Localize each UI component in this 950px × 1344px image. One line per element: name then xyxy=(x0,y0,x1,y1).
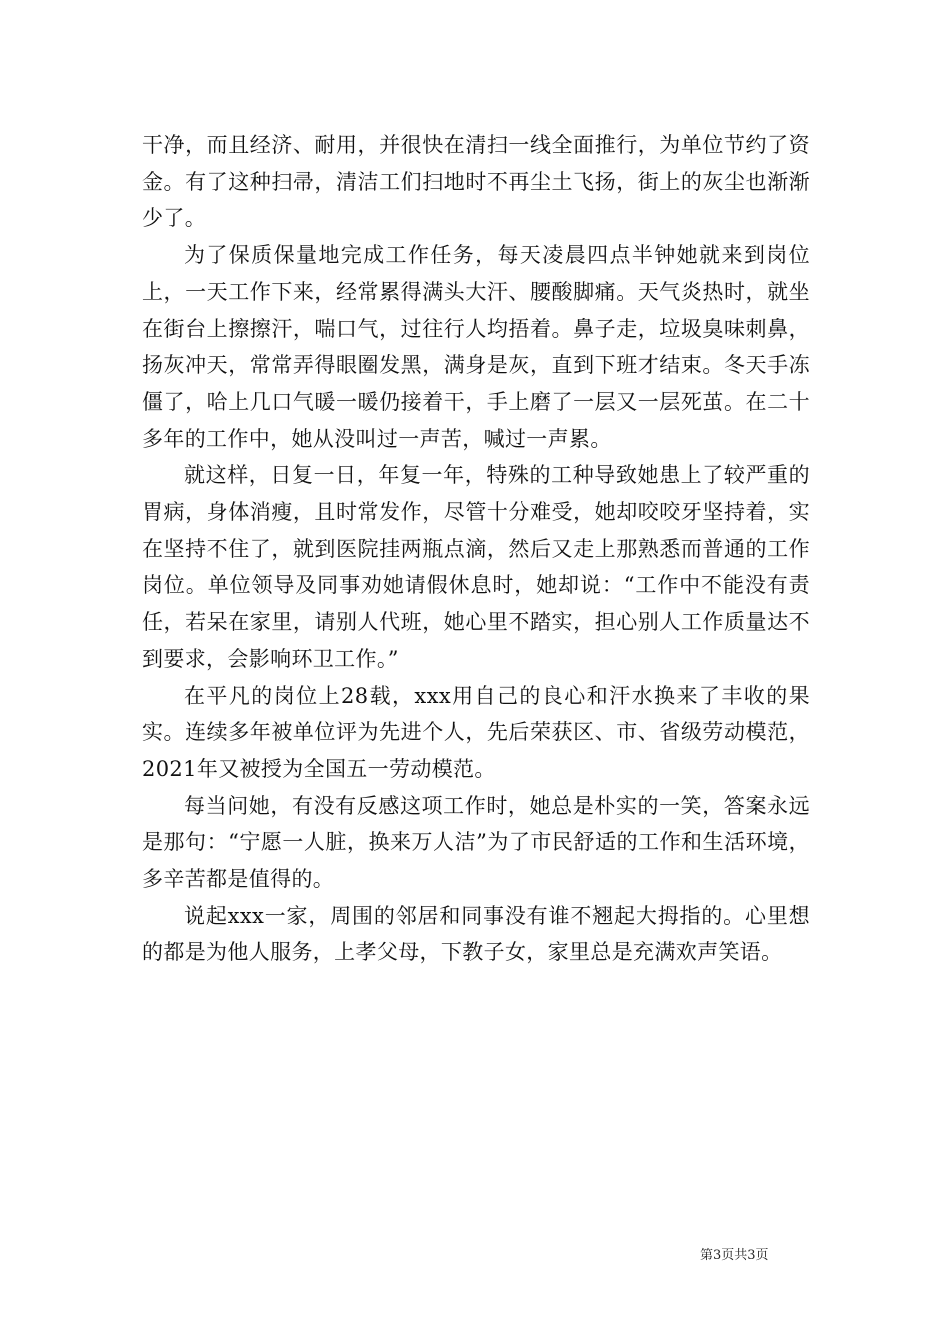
paragraph: 说起xxx一家，周围的邻居和同事没有谁不翘起大拇指的。心里想的都是为他人服务，上孝父母，下教子女，家里总是充满欢声笑语。 xyxy=(142,903,810,965)
paragraph-continued: 干净，而且经济、耐用，并很快在清扫一线全面推行，为单位节约了资金。有了这种扫帚，清洁工们扫地时不再尘土飞扬，街上的灰尘也渐渐少了。 xyxy=(142,133,810,231)
paragraph: 就这样，日复一日，年复一年，特殊的工种导致她患上了较严重的胃病，身体消瘦，且时常发作，尽管十分难受，她却咬咬牙坚持着，实在坚持不住了，就到医院挂两瓶点滴，然后又走上那熟悉而普通的工作岗位。单位领导及同事劝她请假休息时，她却说：“工作中不能没有责任，若呆在家里，请别人代班，她心里不踏实，担心别人工作质量达不到要求，会影响环卫工作。” xyxy=(142,463,810,671)
paragraph: 每当问她，有没有反感这项工作时，她总是朴实的一笑，答案永远是那句：“宁愿一人脏，换来万人洁”为了市民舒适的工作和生活环境，多辛苦都是值得的。 xyxy=(142,793,810,892)
page-number-footer: 第3页共3页 xyxy=(700,1248,769,1263)
paragraph: 为了保质保量地完成工作任务，每天凌晨四点半钟她就来到岗位上，一天工作下来，经常累得满头大汗、腰酸脚痛。天气炎热时，就坐在街台上擦擦汗，喘口气，过往行人均捂着。鼻子走，垃圾臭味刺鼻，扬灰冲天，常常弄得眼圈发黑，满身是灰，直到下班才结束。冬天手冻僵了，哈上几口气暖一暖仍接着干，手上磨了一层又一层死茧。在二十多年的工作中，她从没叫过一声苦，喊过一声累。 xyxy=(142,243,810,451)
document-body xyxy=(142,127,810,971)
paragraph: 在平凡的岗位上28载，xxx用自己的良心和汗水换来了丰收的果实。连续多年被单位评为先进个人，先后荣获区、市、省级劳动模范，2021年又被授为全国五一劳动模范。 xyxy=(142,683,810,781)
